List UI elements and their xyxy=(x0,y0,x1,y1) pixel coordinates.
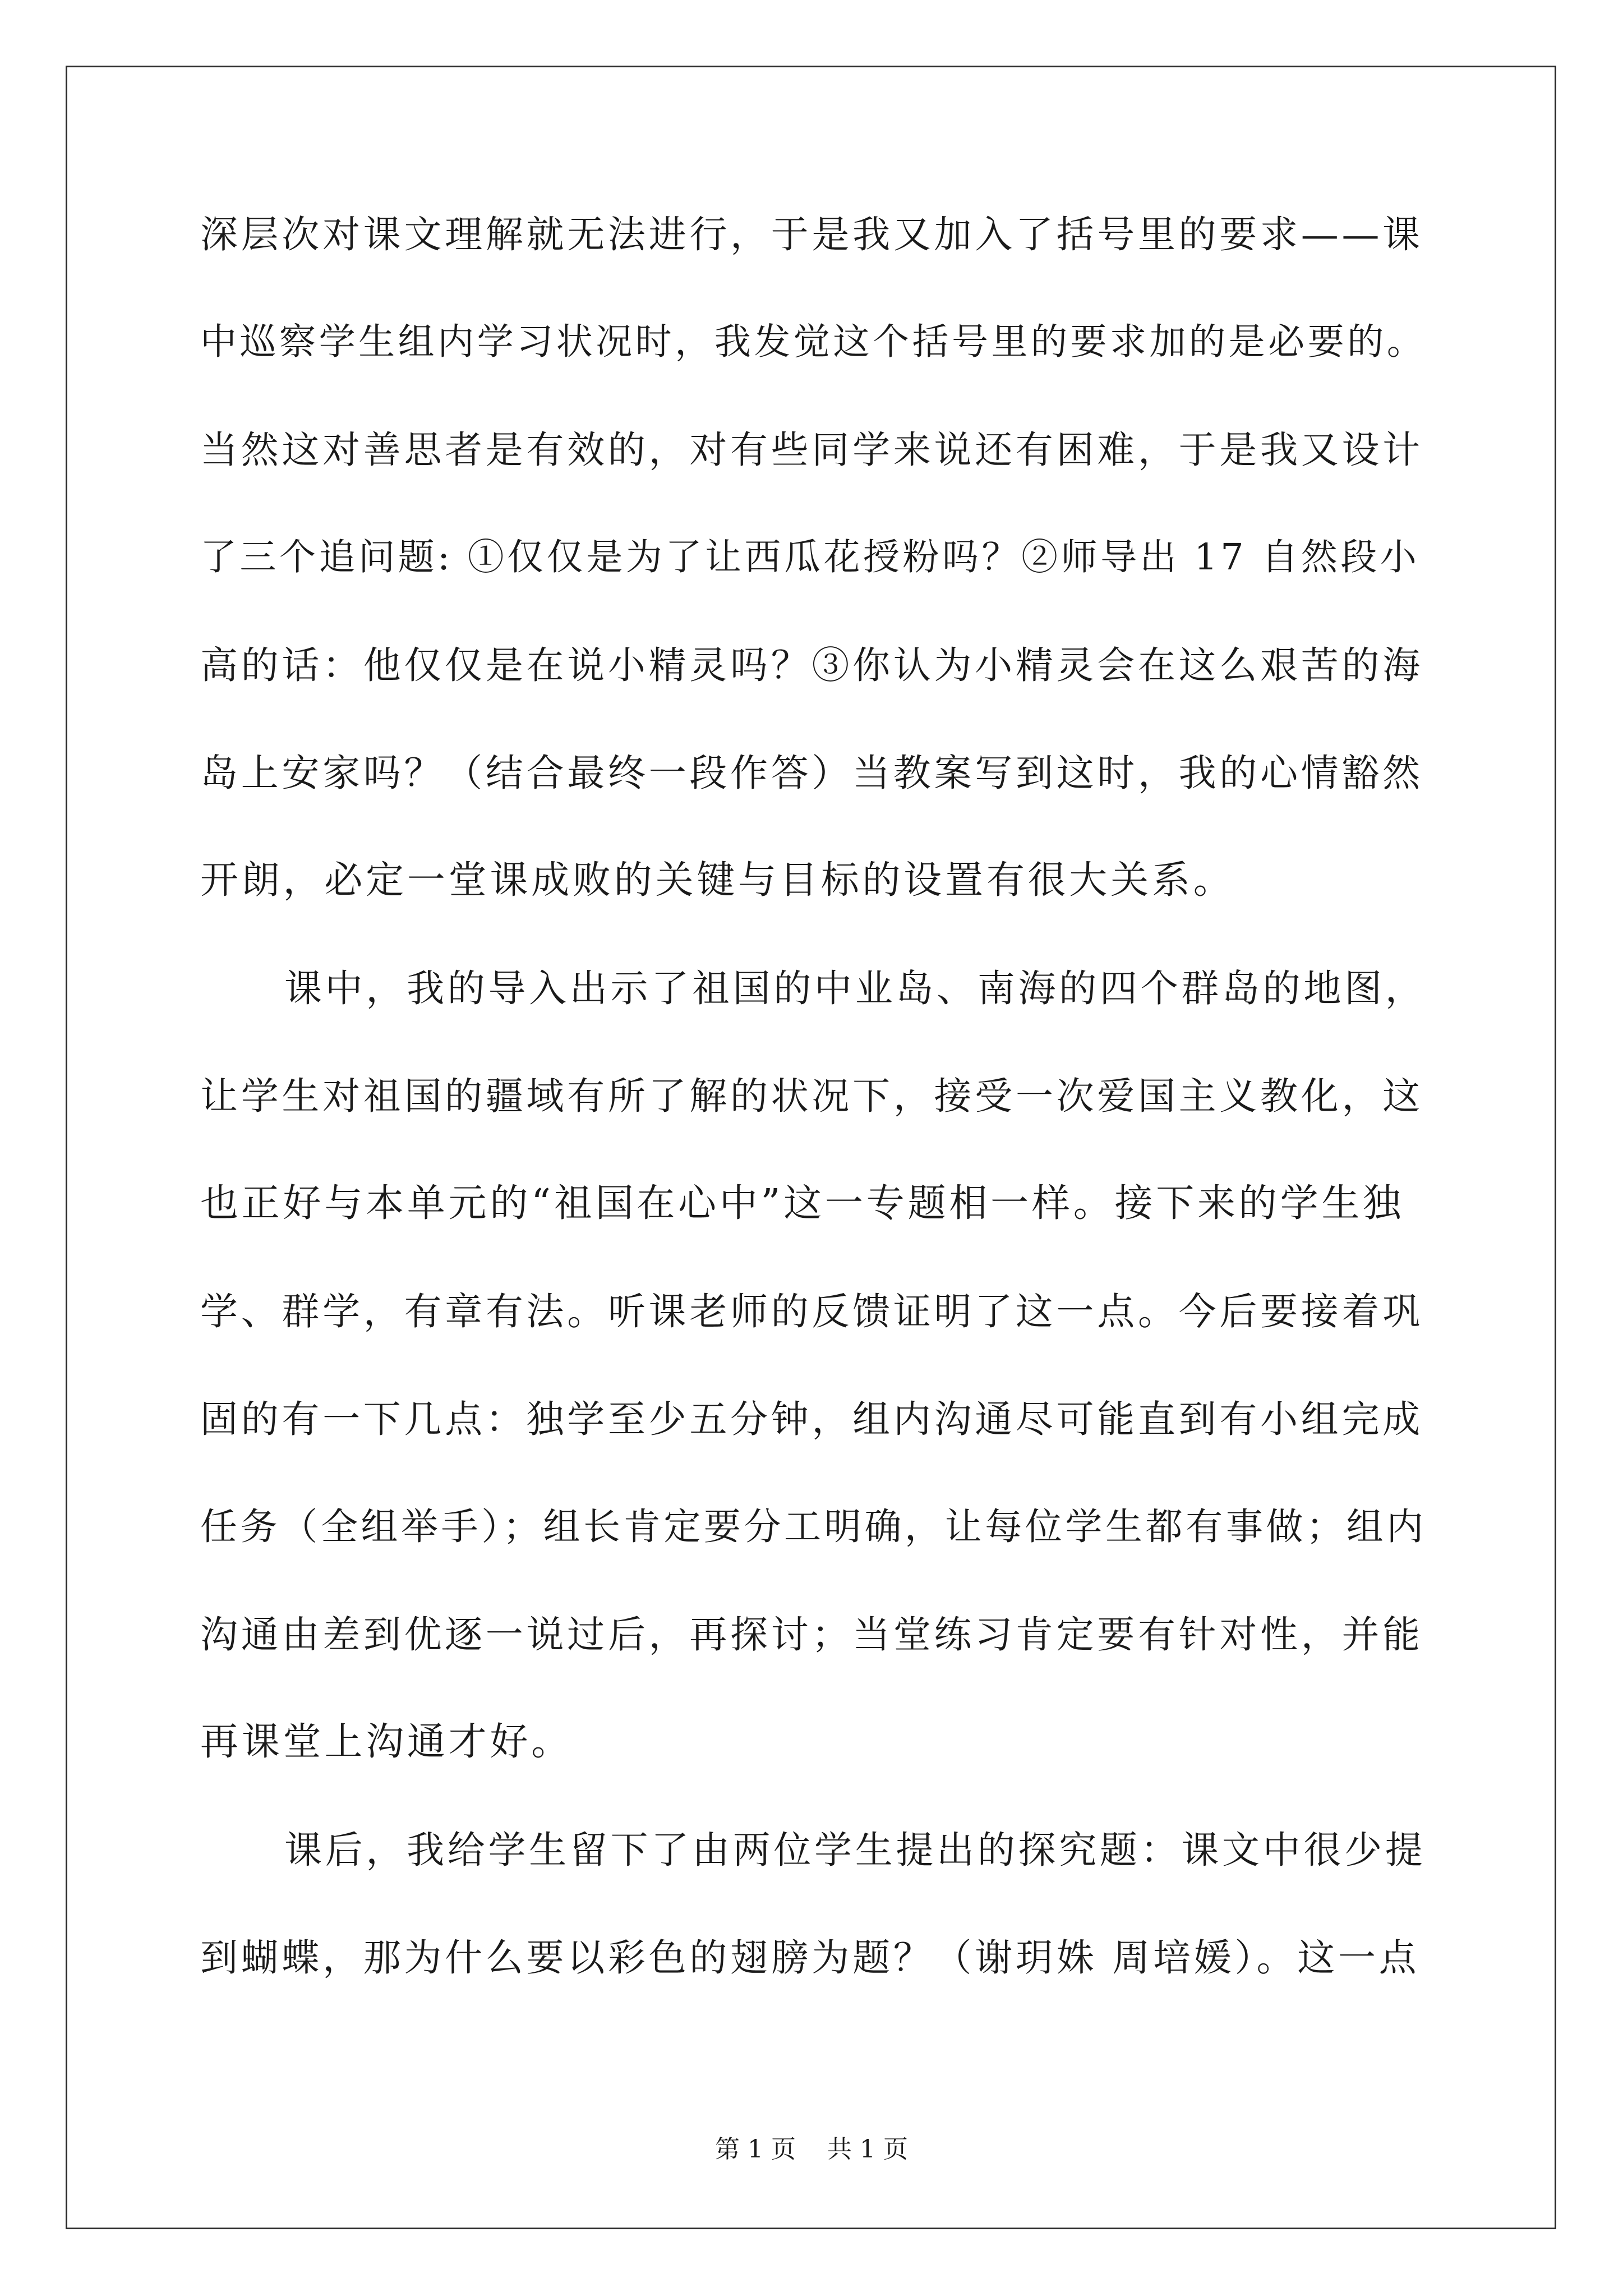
paragraph-first-line: 课中，我的导入出示了祖国的中业岛、南海的四个群岛的地图， xyxy=(284,967,1426,1010)
text-line: 高的话：他仅仅是在说小精灵吗？③你认为小精灵会在这么艰苦的海 xyxy=(200,643,1423,687)
text-line: 岛上安家吗？（结合最终一段作答）当教案写到这时，我的心情豁然 xyxy=(200,751,1423,795)
text-line: 沟通由差到优逐一说过后，再探讨；当堂练习肯定要有针对性，并能 xyxy=(200,1613,1423,1657)
page-number: 第 1 页 xyxy=(715,2135,796,2164)
page-total: 共 1 页 xyxy=(827,2135,908,2164)
text-line: 了三个追问题: ①仅仅是为了让西瓜花授粉吗？②师导出 17 自然段小 xyxy=(200,536,1420,578)
text-line: 任务（全组举手）；组长肯定要分工明确，让每位学生都有事做；组内 xyxy=(200,1505,1427,1548)
text-line: 开朗，必定一堂课成败的关键与目标的设置有很大关系。 xyxy=(200,858,1235,903)
text-line: 到蝴蝶，那为什么要以彩色的翅膀为题？（谢玥姝 周培媛）。这一点 xyxy=(200,1936,1420,1980)
paragraph-first-line: 课后，我给学生留下了由两位学生提出的探究题：课文中很少提 xyxy=(284,1828,1426,1872)
text-line: 当然这对善思者是有效的，对有些同学来说还有困难，于是我又设计 xyxy=(200,428,1423,472)
text-line: 固的有一下几点：独学至少五分钟，组内沟通尽可能直到有小组完成 xyxy=(200,1397,1423,1441)
text-line: 让学生对祖国的疆域有所了解的状况下，接受一次爱国主义教化，这 xyxy=(200,1074,1423,1118)
text-line: 中巡察学生组内学习状况时，我发觉这个括号里的要求加的是必要的。 xyxy=(200,321,1427,363)
text-line: 学、群学，有章有法。听课老师的反馈证明了这一点。今后要接着巩 xyxy=(200,1290,1423,1333)
text-line: 也正好与本单元的“祖国在心中”这一专题相一样。接下来的学生独 xyxy=(200,1181,1404,1226)
text-line: 深层次对课文理解就无法进行，于是我又加入了括号里的要求——课 xyxy=(200,213,1423,256)
text-line: 再课堂上沟通才好。 xyxy=(200,1720,573,1764)
page-border xyxy=(66,66,1556,2229)
page-footer xyxy=(0,2129,1623,2165)
